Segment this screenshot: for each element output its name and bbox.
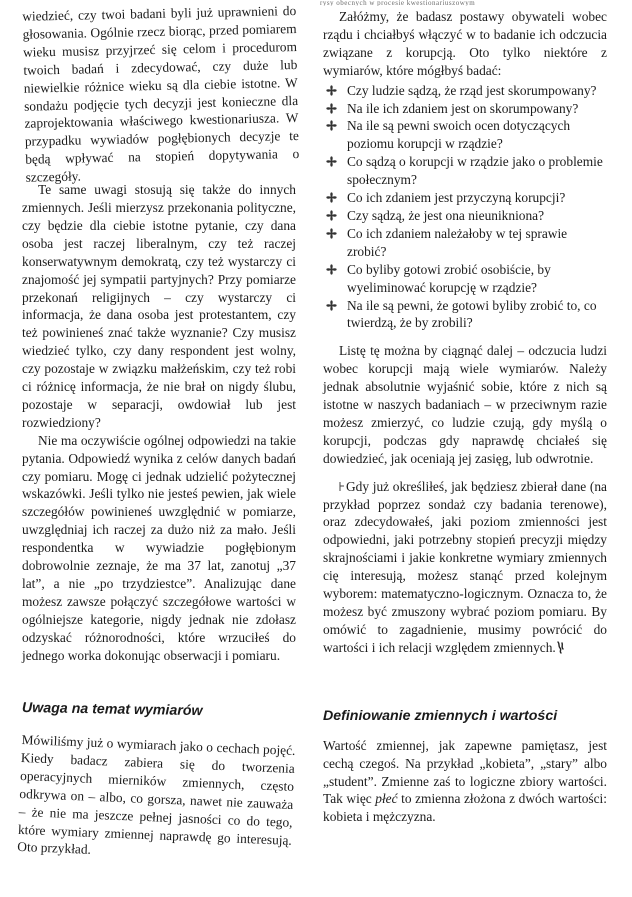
list-item [323,261,607,297]
list-item [323,207,607,225]
list-item-text: Czy ludzie sądzą, że rząd jest skorumpowany? [347,82,597,98]
asterisk-flower-icon [326,85,337,96]
paragraph-variable-values [323,737,607,827]
list-item [323,297,607,333]
paragraph-corruption-intro: Załóżmy, że badasz postawy obywateli wobec rządu i chciałbyś włączyć w to badanie ich odczucia związane z korupcją. Oto tylko niektóre z wymiarów, które mógłbyś badać: [323,9,607,78]
list-item-text: Na ile są pewni swoich ocen dotyczących poziomu korupcji w rządzie? [347,118,571,152]
list-item-text: Na ile ich zdaniem jest on skorumpowany? [347,100,579,116]
paragraph-measurement-level [323,478,607,657]
paragraph-value-text-a: Wartość zmiennej, jak zapewne pamiętasz, jest cechą czegoś. Na przykład „kobieta”, „stary” albo „student”. Zmienne zaś to logiczne zbiory wartości. Tak więc [323,737,607,807]
corruption-dimensions-list [323,82,607,333]
right-column [323,8,607,826]
paragraph-dimensions-intro: Mówiliśmy już o wymiarach jako o cechach pojęć. Kiedy badacz zabiera się do tworzenia operacyjnych mierników zmiennych, często odkrywa on – albo, co gorsza, nawet nie zauważa – że nie ma jeszcze pełnej jasności co do tego, które wymiary zmiennej naprawdę go interesują. Oto przykład. [17,731,296,857]
list-item [323,82,607,100]
paragraph-measurement-text: Gdy już określiłeś, jak będziesz zbierał dane (na przykład poprzez sondaż czy badania terenowe), oraz zdecydowałeś, jaki poziom zmienności jest odpowiedni, jaki potrzebny stopień precyzji między skrajnościami i jakie konkretne wymiary zmiennych cię interesują, możesz stanąć przed kolejnym wyborem: matematyczno-logicznym. Oznacza to, że możesz być zmuszony wybrać poziom pomiaru. By omówić to zagadnienie, musimy powrócić do wartości i ich relacji względem zmiennych. [323,478,607,655]
asterisk-flower-icon [326,192,337,203]
paragraph-age-measurement: wiedzieć, czy twoi badani byli już uprawnieni do głosowania. Ogólnie rzecz biorąc, przed pomiarem wieku musisz przyjrzeć się celom i procedurom twoich badań i zdecydować, czy duże lub niewielkie różnice wieku są dla ciebie istotne. W sondażu podjęcie tych decyzji jest konieczne dla zaprojektowania właściwego kwestionariusza. W przypadku wywiadów pogłębionych decyzje te będą wpływać na stopień dopytywania o szczegóły. [22,2,300,185]
paragraph-value-italic: płeć [375,791,398,807]
list-item-text: Co ich zdaniem jest przyczyną korupcji? [347,190,566,206]
list-item-text: Co byliby gotowi zrobić osobiście, by wyeliminować korupcję w rządzie? [347,261,551,295]
paragraph-list-continues: Listę tę można by ciągnąć dalej – odczucia ludzi wobec korupcji mają wiele wymiarów. Należy jednak absolutnie wyjaśnić sobie, które z nich są istotne w naszych badaniach – w przeciwnym razie możesz zmierzyć, co ludzie czują, gdy myślą o korupcji, podczas gdy naprawdę chciałeś się dowiedzieć, jak oceniają jej zasięg, lub odwrotnie. [323,343,607,466]
paragraph-general-answer: Nie ma oczywiście ogólnej odpowiedzi na takie pytania. Odpowiedź wynika z celów danych badań czy pomiaru. Mogę ci jednak udzielić pożytecznej wskazówki. Jeśli tylko nie jesteś pewien, jak wiele szczegółów powinieneś uwzględnić w pomiarze, uwzględniaj ich raczej za dużo niż za mało. Jeśli respondentka w wywiadzie pogłębionym dobrowolnie zeznaje, że ma 37 lat, zanotuj „37 lat”, a nie „po trzydziestce”. Analizując dane możesz zawsze połączyć szczegółowe wartości w ogólniejsze kategorie, nigdy jednak nie zdołasz odzyskać różnorodności, które wrzuciłeś do jednego worka dokonując obserwacji i pomiaru. [22,432,296,663]
paragraph-value-text-b: to zmienna złożona z dwóch wartości: kobieta i mężczyzna. [323,791,607,825]
list-item [323,225,607,261]
list-item-text: Co ich zdaniem należałoby w tej sprawie zrobić? [347,225,568,259]
asterisk-flower-icon [326,156,337,167]
section-heading-variables-values: Definiowanie zmiennych i wartości [323,707,558,724]
list-item-text: Czy sądzą, że jest ona nieunikniona? [347,207,545,223]
asterisk-flower-icon [326,300,337,311]
hand-mark-icon [556,641,565,654]
list-item [323,189,607,207]
corner-mark-icon [339,481,345,492]
running-header: rysy obecnych w procesie kwestionariuszowym [320,0,476,6]
asterisk-flower-icon [326,210,337,221]
asterisk-flower-icon [326,103,337,114]
section-heading-dimensions: Uwaga na temat wymiarów [21,699,203,719]
left-column [17,2,300,857]
list-item [323,100,607,118]
asterisk-flower-icon [326,120,337,131]
list-item-text: Co sądzą o korupcji w rządzie jako o problemie społecznym? [347,154,603,188]
asterisk-flower-icon [326,264,337,275]
asterisk-flower-icon [326,228,337,239]
list-item [323,117,607,153]
list-item-text: Na ile są pewni, że gotowi byliby zrobić to, co twierdzą, że by zrobili? [347,297,597,331]
list-item [323,153,607,189]
paragraph-other-variables: Te same uwagi stosują się także do innych zmiennych. Jeśli mierzysz przekonania polityczne, czy będzie dla ciebie istotne pytanie, czy dana osoba jest raczej liberalnym, czy też raczej konserwatywnym demokratą, czy też wystarczy ci znajomość jej sympatii partyjnych? Przy pomiarze przekonań religijnych – czy wystarczy ci informacja, że dana osoba jest protestantem, czy też powinieneś znać także wyznanie? Czy musisz wiedzieć tylko, czy dany respondent jest wolny, czy pozostaje w związku małżeńskim, czy też robi ci różnicę informacja, że nie brał on nigdy ślubu, pozostaje w separacji, owdowiał lub jest rozwiedziony? [22,182,296,430]
